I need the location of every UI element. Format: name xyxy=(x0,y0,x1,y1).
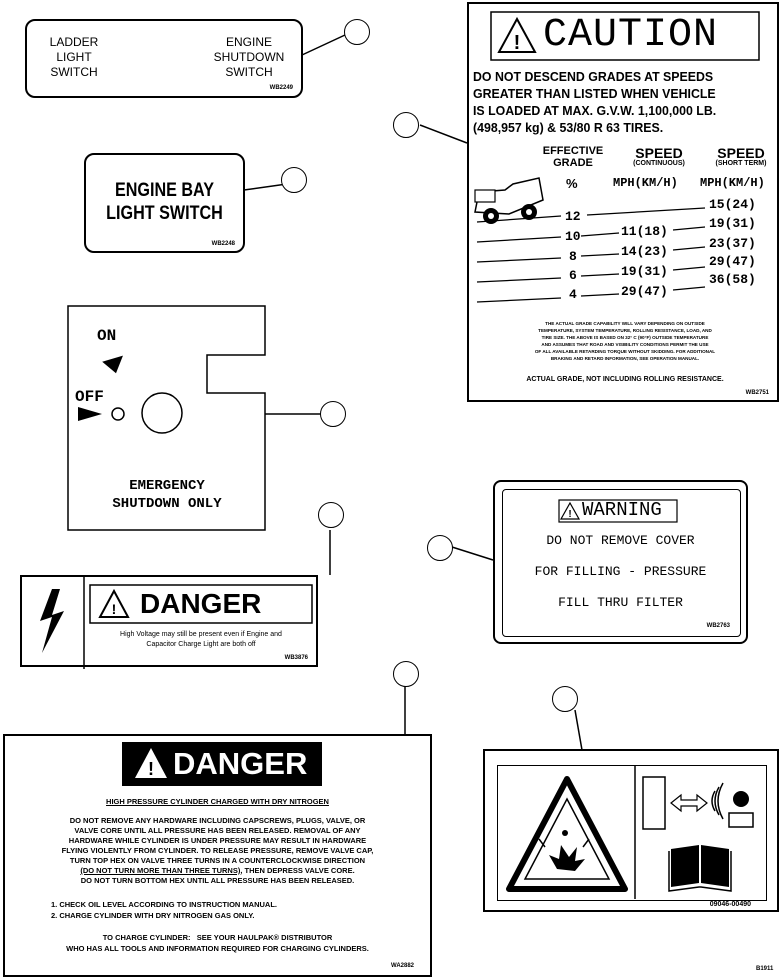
figure-number: B1911 xyxy=(756,966,774,972)
warning-header: WARNING xyxy=(582,499,662,521)
grade-value: 12 xyxy=(565,209,581,224)
caution-main-text: DO NOT DESCEND GRADES AT SPEEDS GREATER THAN LISTED WHEN VEHICLE IS LOADED AT MAX. G.V.W. 1,100,000 LB. (498,957 kg) & 53/80 R 63 TIRES. xyxy=(473,69,717,135)
pictogram-graphics xyxy=(485,751,781,914)
svg-text:!: ! xyxy=(148,759,154,779)
danger-nitrogen-para2: TO CHARGE CYLINDER: SEE YOUR HAULPAK® DISTRIBUTOR WHO HAS ALL TOOLS AND INFORMATION REQUIRED FOR CHARGING CYLINDERS. xyxy=(66,933,369,953)
lightning-bolt-icon xyxy=(40,589,64,653)
gauge-signal-icon xyxy=(712,783,753,827)
grade-value: 8 xyxy=(569,249,577,264)
warning-line: FOR FILLING - PRESSURE xyxy=(534,564,707,579)
warning-line: DO NOT REMOVE COVER xyxy=(546,533,695,548)
warning-cover-decal xyxy=(493,480,748,644)
continuous-speed-value: 29(47) xyxy=(621,284,668,299)
effective-grade-header: EFFECTIVE GRADE xyxy=(542,145,604,169)
short-term-speed-value: 19(31) xyxy=(709,216,756,231)
speed-short-header: SPEED xyxy=(717,145,765,161)
haul-truck-icon xyxy=(475,178,543,224)
engine-shutdown-switch-label: ENGINE SHUTDOWN SWITCH xyxy=(213,35,285,79)
pressure-cylinder-icon xyxy=(643,777,665,829)
emergency-shutdown-caption: EMERGENCY SHUTDOWN ONLY xyxy=(112,478,222,512)
manual-book-icon xyxy=(669,845,731,891)
engine-bay-light-switch-label: ENGINE BAY LIGHT SWITCH xyxy=(106,180,223,224)
grade-value: 6 xyxy=(569,268,577,283)
danger-hv-text: High Voltage may still be present even if Engine and Capacitor Charge Light are both off xyxy=(120,631,282,648)
short-term-speed-value: 15(24) xyxy=(709,197,756,212)
danger-hv-header: DANGER xyxy=(140,588,262,619)
short-term-speed-value: 36(58) xyxy=(709,272,756,287)
short-term-speed-value: 23(37) xyxy=(709,236,756,251)
danger-nitrogen-para1-last: DO NOT TURN BOTTOM HEX UNTIL ALL PRESSURE HAS BEEN RELEASED. xyxy=(80,876,355,885)
svg-text:!: ! xyxy=(513,32,521,54)
short-speed-unit: MPH(KM/H) xyxy=(700,176,765,190)
danger-high-voltage-decal xyxy=(20,575,318,667)
double-arrow-icon xyxy=(671,795,707,811)
speed-short-sub: (SHORT TERM) xyxy=(715,160,767,167)
ladder-light-switch-label: LADDER LIGHT SWITCH xyxy=(49,35,99,79)
danger-nitrogen-para1: DO NOT REMOVE ANY HARDWARE INCLUDING CAPSCREWS, PLUGS, VALVE, OR VALVE CORE UNTIL ALL PRESSURE HAS BEEN RELEASED. REMOVAL OF ANY HARDWARE WHILE CYLINDER IS UNDER PRESSURE MAY RESULT IN HARDWARE FLYING VIOLENTLY FROM CYLINDER. TO RELEASE PRESSURE, REMOVE VALVE CAP, TURN TOP HEX ON VALVE THREE TURNS IN A COUNTERCLOCKWISE DIRECTION xyxy=(61,816,374,865)
svg-text:!: ! xyxy=(568,509,572,520)
warning-line: FILL THRU FILTER xyxy=(558,595,683,610)
danger-nitrogen-step: 2. CHARGE CYLINDER WITH DRY NITROGEN GAS ONLY. xyxy=(51,911,255,920)
caution-header: CAUTION xyxy=(543,13,719,58)
speed-continuous-sub: (CONTINUOUS) xyxy=(633,160,685,167)
part-number: WA2882 xyxy=(390,963,414,969)
speed-continuous-header: SPEED xyxy=(635,145,683,161)
caution-grade-speed-decal xyxy=(467,2,779,402)
danger-nitrogen-para1-underlined: (DO NOT TURN MORE THAN THREE TURNS) xyxy=(80,866,241,875)
danger-nitrogen-cylinder-decal xyxy=(3,734,432,977)
off-label: OFF xyxy=(75,388,104,406)
continuous-speed-value: 11(18) xyxy=(621,224,668,239)
danger-nitrogen-header: DANGER xyxy=(173,746,308,781)
caution-fine-print: THE ACTUAL GRADE CAPABILITY WILL VARY DEPENDING ON OUTSIDE TEMPERATURE, SYSTEM TEMPERATURE, ROLLING RESISTANCE, LOAD, AND TIRE SIZE. THE ABOVE IS BASED ON 32° C (90°F) OUTSIDE TEMPERATURE AND ASSUMES THAT ROAD AND VISIBILITY CONDITIONS PERMIT THE USE OF ALL AVAILABLE RETARDING TORQUE WITHOUT SKIDDING. FOR ADDITIONAL BRAKING AND RETARD INFORMATION, SEE OPERATION MANUAL. xyxy=(534,321,716,361)
caution-footer: ACTUAL GRADE, NOT INCLUDING ROLLING RESISTANCE. xyxy=(526,376,724,383)
part-number: 09046-00490 xyxy=(709,901,751,908)
pictogram-decal xyxy=(483,749,779,912)
danger-nitrogen-paragraph xyxy=(9,816,426,886)
part-number: WB2248 xyxy=(211,241,235,247)
part-number: WB3876 xyxy=(284,655,308,661)
on-label: ON xyxy=(97,327,117,345)
continuous-speed-value: 14(23) xyxy=(621,244,668,259)
grade-value: 10 xyxy=(565,229,581,244)
danger-nitrogen-para1-end: , THEN DEPRESS VALVE CORE. xyxy=(240,866,355,875)
cont-speed-unit: MPH(KM/H) xyxy=(613,176,678,190)
continuous-speed-value: 19(31) xyxy=(621,264,668,279)
part-number: WB2751 xyxy=(745,390,769,396)
danger-nitrogen-subheader: HIGH PRESSURE CYLINDER CHARGED WITH DRY NITROGEN xyxy=(106,797,329,806)
part-number: WB2249 xyxy=(269,85,293,91)
part-number: WB2763 xyxy=(706,623,730,629)
grade-value: 4 xyxy=(569,287,577,302)
danger-nitrogen-step: 1. CHECK OIL LEVEL ACCORDING TO INSTRUCTION MANUAL. xyxy=(51,900,277,909)
explosion-hazard-icon xyxy=(509,779,625,889)
short-term-speed-value: 29(47) xyxy=(709,254,756,269)
grade-unit: % xyxy=(566,176,578,191)
svg-text:!: ! xyxy=(111,601,117,617)
